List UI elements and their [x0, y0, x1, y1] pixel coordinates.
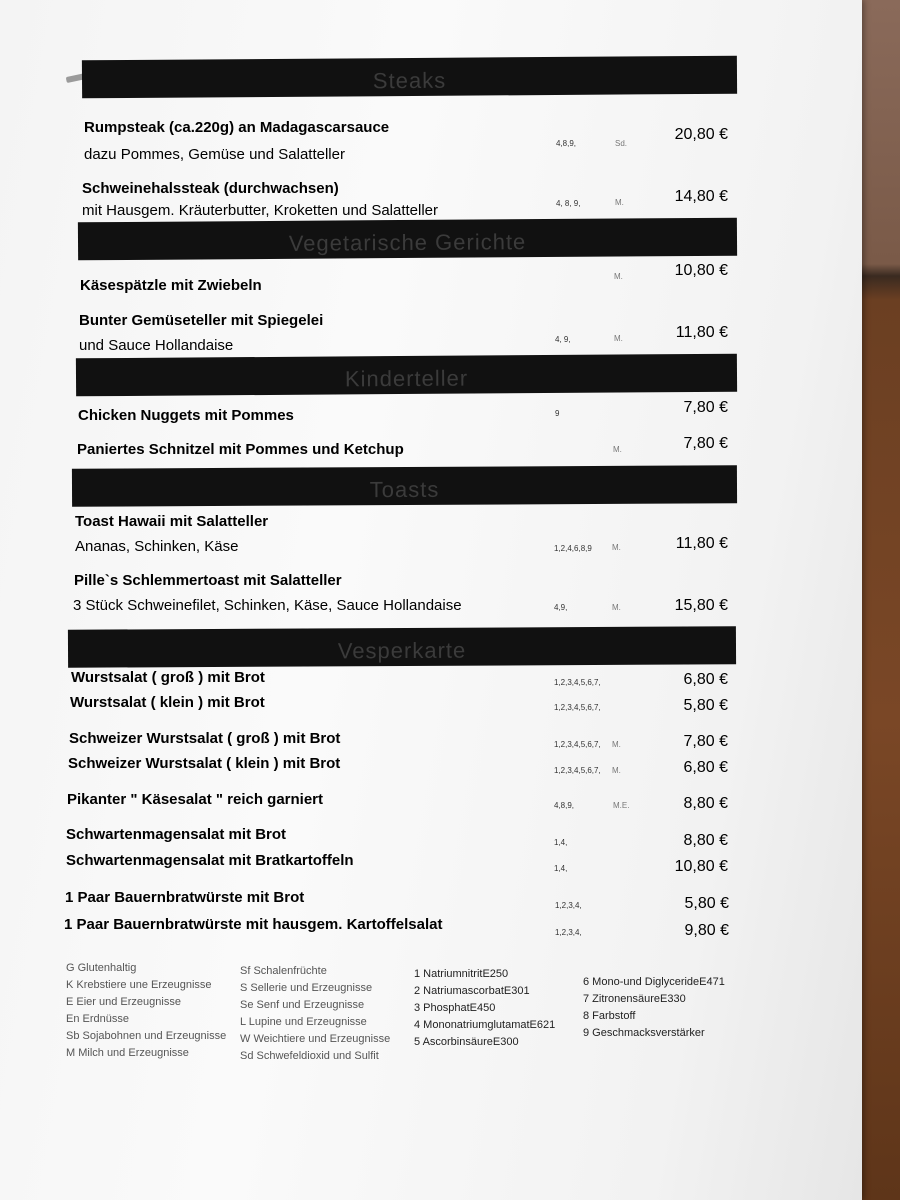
dish-description: mit Hausgem. Kräuterbutter, Kroketten und Salatteller — [82, 202, 439, 219]
legend-entry: 8 Farbstoff — [583, 1010, 636, 1022]
additive-codes: 1,2,3,4,5,6,7, — [554, 766, 601, 775]
dish-name: Rumpsteak (ca.220g) an Madagascarsauce — [84, 119, 390, 136]
dish-name: Schwartenmagensalat mit Bratkartoffeln — [66, 852, 354, 869]
legend-entry: 9 Geschmacksverstärker — [583, 1027, 705, 1039]
additive-codes: 1,2,3,4,5,6,7, — [554, 740, 601, 749]
legend-entry: 4 MononatriumglutamatE621 — [414, 1019, 556, 1031]
dish-price: 11,80 € — [675, 535, 728, 552]
dish-name: Paniertes Schnitzel mit Pommes und Ketchup — [77, 441, 404, 458]
allergen-code: M. — [615, 198, 624, 207]
dish-name: Wurstsalat ( groß ) mit Brot — [71, 669, 265, 686]
dish-name: Pille`s Schlemmertoast mit Salatteller — [74, 572, 342, 589]
allergen-code: M. — [614, 334, 623, 343]
dish-price: 11,80 € — [675, 324, 728, 341]
section-title: Vesperkarte — [337, 637, 467, 664]
allergen-code: M. — [613, 445, 622, 454]
dish-name: Schweizer Wurstsalat ( klein ) mit Brot — [68, 755, 341, 772]
additive-legend — [414, 966, 555, 1051]
allergen-code: M. — [612, 603, 621, 612]
section-header-vesper — [68, 626, 736, 667]
legend-entry: S Sellerie und Erzeugnisse — [240, 982, 373, 994]
legend-entry: En Erdnüsse — [66, 1013, 129, 1025]
dish-price: 5,80 € — [684, 895, 729, 912]
additive-codes: 1,2,3,4, — [555, 901, 582, 910]
additive-codes: 4,8,9, — [556, 139, 577, 148]
dish-price: 8,80 € — [683, 832, 728, 849]
additive-codes: 1,2,4,6,8,9 — [554, 544, 592, 553]
legend-entry: K Krebstiere une Erzeugnisse — [66, 979, 212, 991]
dish-price: 6,80 € — [683, 671, 728, 688]
section-header-vegetarian — [78, 218, 737, 261]
dish-description: Ananas, Schinken, Käse — [75, 538, 239, 555]
dish-name: Schweizer Wurstsalat ( groß ) mit Brot — [69, 730, 341, 747]
legend-entry: 1 NatriumnitritE250 — [414, 968, 509, 980]
dish-name: Chicken Nuggets mit Pommes — [78, 407, 294, 424]
additive-codes: 4,8,9, — [554, 801, 575, 810]
legend-entry: 6 Mono-und DiglycerideE471 — [583, 976, 725, 988]
allergen-code: Sd. — [615, 139, 628, 148]
legend-entry: E Eier und Erzeugnisse — [66, 996, 181, 1008]
additive-codes: 1,4, — [554, 864, 568, 873]
section-title: Steaks — [372, 67, 447, 94]
allergen-code: M. — [612, 543, 621, 552]
legend-entry: Se Senf und Erzeugnisse — [240, 999, 365, 1011]
legend-entry: 5 AscorbinsäureE300 — [414, 1036, 519, 1048]
dish-name: 1 Paar Bauernbratwürste mit Brot — [65, 889, 305, 906]
legend-entry: M Milch und Erzeugnisse — [66, 1047, 189, 1059]
dish-description: und Sauce Hollandaise — [79, 337, 234, 354]
dish-name: 1 Paar Bauernbratwürste mit hausgem. Kartoffelsalat — [64, 916, 443, 933]
legend-entry: L Lupine und Erzeugnisse — [240, 1016, 367, 1028]
dish-price: 6,80 € — [683, 759, 728, 776]
dish-price: 20,80 € — [674, 126, 728, 143]
additive-codes: 1,4, — [554, 838, 568, 847]
legend-entry: Sb Sojabohnen und Erzeugnisse — [66, 1030, 227, 1042]
allergen-code: M.E. — [613, 801, 630, 810]
allergen-legend — [66, 960, 226, 1062]
dish-price: 5,80 € — [683, 697, 728, 714]
section-title: Vegetarische Gerichte — [288, 229, 527, 256]
dish-name: Schweinehalssteak (durchwachsen) — [82, 180, 339, 197]
dish-description: dazu Pommes, Gemüse und Salatteller — [84, 146, 345, 163]
dish-price: 9,80 € — [684, 922, 729, 939]
allergen-code: M. — [612, 740, 621, 749]
legend-entry: G Glutenhaltig — [66, 962, 137, 974]
dish-name: Toast Hawaii mit Salatteller — [75, 513, 269, 530]
section-header-kids — [76, 354, 737, 397]
legend-entry: Sd Schwefeldioxid und Sulfit — [240, 1050, 379, 1062]
legend-entry: 7 ZitronensäureE330 — [583, 993, 686, 1005]
dish-name: Bunter Gemüseteller mit Spiegelei — [79, 312, 324, 329]
additive-codes: 9 — [555, 409, 560, 418]
dish-description: 3 Stück Schweinefilet, Schinken, Käse, Sauce Hollandaise — [73, 597, 462, 614]
additive-codes: 1,2,3,4,5,6,7, — [554, 703, 601, 712]
dish-name: Wurstsalat ( klein ) mit Brot — [70, 694, 265, 711]
section-header-toasts — [72, 465, 737, 506]
additive-codes: 1,2,3,4, — [555, 928, 582, 937]
dish-price: 7,80 € — [683, 733, 728, 750]
dish-price: 10,80 € — [674, 858, 728, 875]
dish-price: 8,80 € — [683, 795, 728, 812]
legend-entry: 3 PhosphatE450 — [414, 1002, 496, 1014]
additive-codes: 4, 8, 9, — [556, 199, 581, 208]
additive-codes: 1,2,3,4,5,6,7, — [554, 678, 601, 687]
legend-entry: Sf Schalenfrüchte — [240, 965, 327, 977]
additive-codes: 4,9, — [554, 603, 568, 612]
dish-price: 7,80 € — [683, 435, 728, 452]
dish-price: 7,80 € — [683, 399, 728, 416]
allergen-code: M. — [614, 272, 623, 281]
additive-codes: 4, 9, — [555, 335, 571, 344]
dish-price: 10,80 € — [674, 262, 728, 279]
allergen-code: M. — [612, 766, 621, 775]
dish-name: Käsespätzle mit Zwiebeln — [80, 277, 262, 294]
dish-name: Schwartenmagensalat mit Brot — [66, 826, 287, 843]
section-title: Toasts — [369, 476, 440, 503]
dish-name: Pikanter " Käsesalat " reich garniert — [67, 791, 324, 808]
dish-price: 14,80 € — [674, 188, 728, 205]
section-title: Kinderteller — [344, 365, 469, 392]
legend-entry: W Weichtiere und Erzeugnisse — [240, 1033, 391, 1045]
allergen-legend — [240, 963, 390, 1065]
dish-price: 15,80 € — [674, 597, 728, 614]
section-header-steaks — [82, 56, 737, 99]
legend-entry: 2 NatriumascorbatE301 — [414, 985, 530, 997]
additive-legend — [583, 974, 725, 1042]
